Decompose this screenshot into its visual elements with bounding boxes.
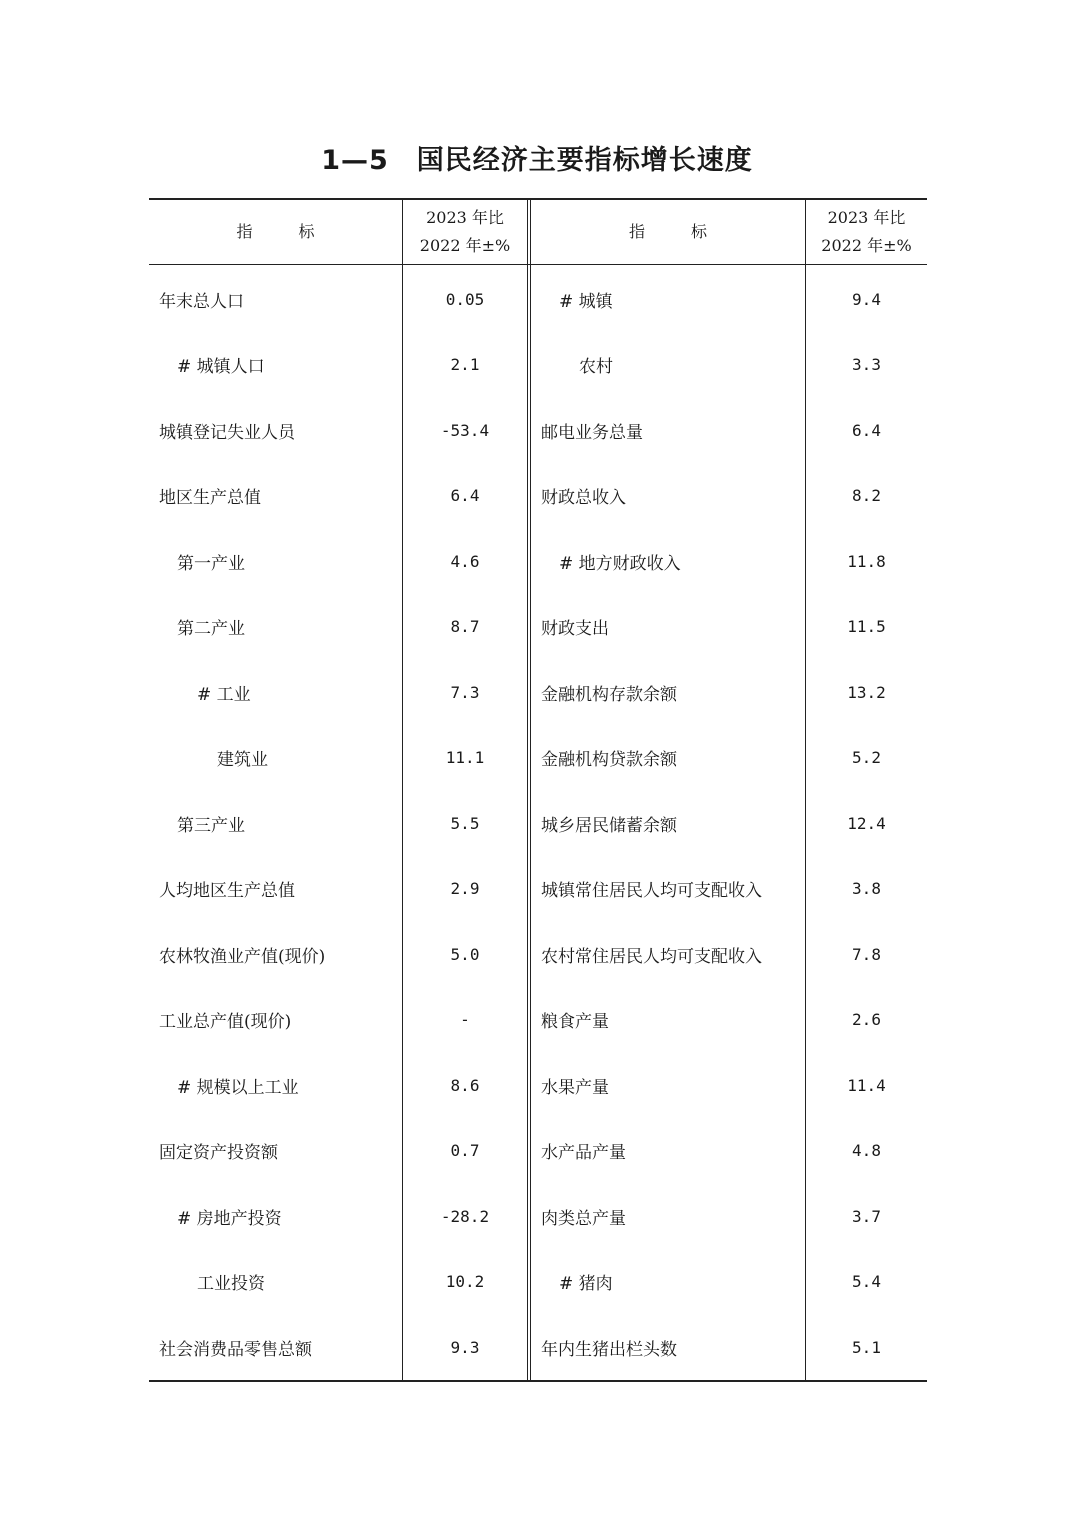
left-indicator-value: 11.1	[445, 748, 485, 767]
table-row	[149, 1183, 927, 1249]
left-indicator-value: 9.3	[450, 1337, 480, 1357]
left-indicator-value: -	[460, 1010, 470, 1029]
right-indicator-value: 11.5	[847, 617, 886, 636]
table-row	[149, 266, 927, 332]
page-title	[0, 138, 1074, 177]
left-indicator-name: # 工业	[197, 684, 251, 705]
right-indicator-value: 3.3	[852, 355, 881, 374]
table-row	[149, 1249, 927, 1315]
right-indicator-value: 8.2	[852, 486, 881, 505]
right-indicator-value: 13.2	[847, 682, 886, 702]
right-indicator-value: 11.8	[847, 551, 886, 571]
table-row	[149, 856, 927, 922]
right-indicator-value: 3.7	[852, 1206, 881, 1226]
left-indicator-value: 2.9	[450, 879, 480, 898]
right-indicator-name: 水产品产量	[541, 1143, 626, 1163]
left-indicator-name: 第二产业	[177, 619, 245, 639]
table-row	[149, 1052, 927, 1118]
left-indicator-name: 人均地区生产总值	[159, 881, 295, 901]
table-bottom-rule	[149, 1380, 927, 1382]
left-indicator-value: 5.0	[450, 944, 480, 964]
right-indicator-value: 6.4	[852, 420, 881, 440]
table-row	[149, 725, 927, 791]
header-value-right: 2023 年比 2022 年±%	[821, 208, 912, 255]
right-indicator-value: 9.4	[852, 289, 881, 309]
table-row	[149, 463, 927, 529]
left-indicator-name: 地区生产总值	[159, 488, 261, 508]
left-indicator-value: 6.4	[450, 486, 480, 505]
table-row	[149, 659, 927, 725]
right-indicator-name: # 猪肉	[559, 1274, 613, 1294]
right-indicator-value: 5.1	[852, 1337, 881, 1357]
table-row	[149, 987, 927, 1053]
table-row	[149, 528, 927, 594]
right-indicator-name: # 地方财政收入	[559, 553, 681, 574]
left-indicator-name: # 城镇人口	[177, 357, 265, 377]
table-row	[149, 332, 927, 398]
right-indicator-name: 水果产量	[541, 1077, 609, 1098]
left-indicator-value: 10.2	[445, 1272, 485, 1291]
right-indicator-value: 12.4	[847, 813, 886, 833]
right-indicator-name: 邮电业务总量	[541, 422, 643, 443]
left-indicator-value: 2.1	[450, 355, 480, 374]
right-indicator-value: 2.6	[852, 1010, 881, 1029]
left-indicator-value: 8.6	[450, 1075, 480, 1095]
right-indicator-name: 财政总收入	[541, 488, 626, 508]
left-indicator-name: 社会消费品零售总额	[159, 1339, 312, 1360]
right-indicator-name: 农村常住居民人均可支配收入	[541, 946, 762, 967]
right-indicator-name: 农村	[579, 357, 613, 377]
header-indicator-left: 指 标	[236, 222, 315, 241]
left-indicator-name: 第一产业	[177, 553, 245, 574]
left-indicator-name: # 规模以上工业	[177, 1077, 299, 1098]
left-indicator-name: 固定资产投资额	[159, 1143, 278, 1163]
table-row	[149, 1118, 927, 1184]
left-indicator-value: 7.3	[450, 682, 480, 702]
table-row	[149, 397, 927, 463]
table-title: 国民经济主要指标增长速度	[416, 145, 753, 176]
header-rule	[149, 264, 927, 265]
table-number: 1—5	[321, 145, 389, 176]
left-indicator-name: 工业总产值(现价)	[159, 1012, 292, 1032]
right-indicator-name: 财政支出	[541, 619, 609, 639]
right-indicator-name: 肉类总产量	[541, 1208, 626, 1229]
left-indicator-name: 城镇登记失业人员	[159, 422, 295, 443]
right-indicator-name: # 城镇	[559, 291, 613, 312]
header-indicator-right: 指 标	[628, 222, 708, 241]
right-indicator-value: 3.8	[852, 879, 881, 898]
header-value-left: 2023 年比 2022 年±%	[419, 208, 511, 255]
left-indicator-name: # 房地产投资	[177, 1208, 282, 1229]
table-row	[149, 1314, 927, 1380]
left-indicator-value: 0.7	[450, 1141, 480, 1160]
left-indicator-name: 年末总人口	[159, 291, 244, 312]
right-indicator-value: 11.4	[847, 1075, 886, 1095]
table-row	[149, 790, 927, 856]
left-indicator-value: -53.4	[440, 420, 490, 440]
left-indicator-name: 建筑业	[217, 750, 268, 770]
right-indicator-value: 5.2	[852, 748, 881, 767]
right-indicator-name: 金融机构贷款余额	[541, 750, 677, 770]
right-indicator-value: 7.8	[852, 944, 881, 964]
right-indicator-name: 城镇常住居民人均可支配收入	[541, 881, 762, 901]
left-indicator-value: 8.7	[450, 617, 480, 636]
right-indicator-name: 城乡居民储蓄余额	[541, 815, 677, 836]
left-indicator-name: 农林牧渔业产值(现价)	[159, 946, 326, 967]
right-indicator-value: 4.8	[852, 1141, 881, 1160]
left-indicator-value: 4.6	[450, 551, 480, 571]
left-indicator-value: 0.05	[445, 289, 485, 309]
table-row	[149, 921, 927, 987]
left-indicator-value: 5.5	[450, 813, 480, 833]
right-indicator-name: 年内生猪出栏头数	[541, 1339, 677, 1360]
right-indicator-name: 粮食产量	[541, 1012, 609, 1032]
left-indicator-name: 工业投资	[197, 1274, 265, 1294]
right-indicator-name: 金融机构存款余额	[541, 684, 677, 705]
right-indicator-value: 5.4	[852, 1272, 881, 1291]
left-indicator-name: 第三产业	[177, 815, 245, 836]
table-row	[149, 594, 927, 660]
left-indicator-value: -28.2	[440, 1206, 490, 1226]
indicator-table	[149, 198, 927, 1383]
